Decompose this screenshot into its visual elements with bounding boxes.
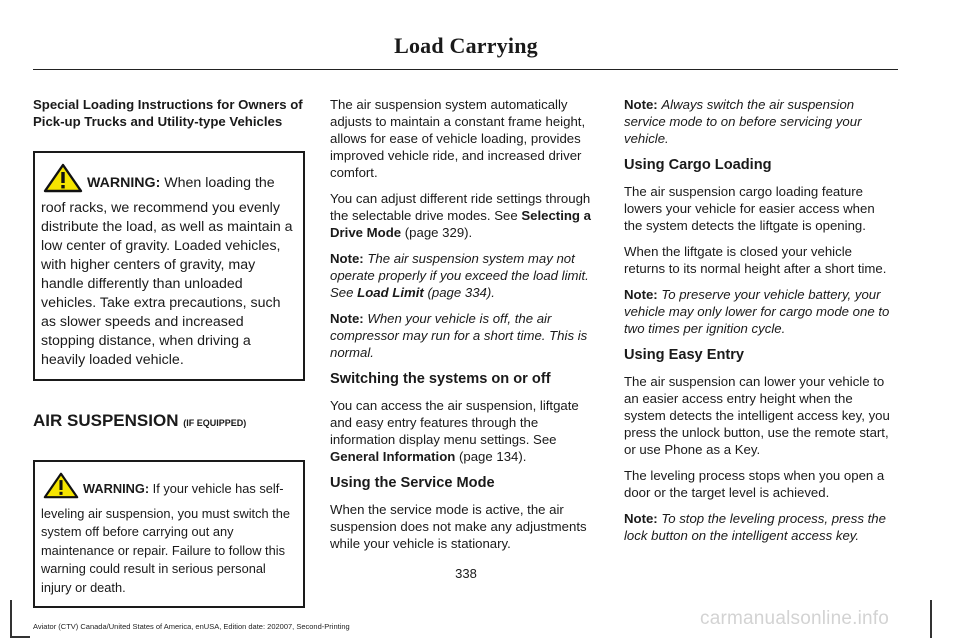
paragraph: When the liftgate is closed your vehicle returns to its normal height after a short time. <box>624 244 887 276</box>
note-text: To preserve your vehicle battery, your vehicle may only lower for cargo mode one to two times per ignition cycle. <box>624 287 890 336</box>
page-number: 338 <box>455 566 477 581</box>
column-middle <box>330 96 602 561</box>
special-loading-subheading: Special Loading Instructions for Owners of Pick-up Trucks and Utility-type Vehicles <box>33 97 303 129</box>
header-divider <box>33 69 898 70</box>
heading-switching-systems: Switching the systems on or off <box>330 371 551 387</box>
paragraph: When the service mode is active, the air suspension does not make any adjustments while your vehicle is stationary. <box>330 502 587 551</box>
note-text: When your vehicle is off, the air compressor may run for a short time. This is normal. <box>330 311 588 360</box>
note-label: Note: <box>330 311 364 326</box>
paragraph-text: You can access the air suspension, liftgate and easy entry features through the information display menu settings. See <box>330 398 579 447</box>
warning-triangle-icon <box>43 472 79 505</box>
note <box>624 510 896 544</box>
crop-mark <box>930 600 932 638</box>
page-title: Load Carrying <box>394 33 538 58</box>
paragraph: The leveling process stops when you open a door or the target level is achieved. <box>624 468 885 500</box>
warning-box-roof-racks <box>33 151 305 381</box>
warning-text: When loading the roof racks, we recommend you evenly distribute the load, as well as maintain a low center of gravity. Loaded vehicles, with higher centers of gravity, may handle differently than unloaded vehicles. Take extra precautions, such as slower speeds and increased stopping distance, when driving a heavily loaded vehicle. <box>41 175 293 368</box>
note-label: Note: <box>624 511 658 526</box>
column-right <box>624 96 896 553</box>
column-left <box>33 96 305 608</box>
watermark: carmanualsonline.info <box>700 608 890 629</box>
paragraph <box>330 190 602 241</box>
section-heading-text: AIR SUSPENSION <box>33 411 179 430</box>
note <box>624 286 896 337</box>
crop-mark <box>10 636 30 638</box>
note <box>624 96 896 147</box>
cross-reference-link[interactable]: Load Limit <box>357 285 424 300</box>
crop-mark <box>10 600 12 638</box>
warning-triangle-icon <box>43 163 83 199</box>
warning-label: WARNING: <box>87 175 161 191</box>
warning-label: WARNING: <box>83 481 150 496</box>
note-label: Note: <box>330 251 364 266</box>
page-reference: (page 134). <box>455 449 527 464</box>
cross-reference-link[interactable]: General Information <box>330 449 456 464</box>
edition-footer: Aviator (CTV) Canada/United States of America, enUSA, Edition date: 202007, Second-Printing <box>33 622 350 631</box>
heading-cargo-loading: Using Cargo Loading <box>624 157 772 173</box>
paragraph-text: You can adjust different ride settings through the selectable drive modes. See <box>330 191 591 223</box>
page-reference: (page 334). <box>423 285 495 300</box>
note <box>330 310 602 361</box>
warning-text: If your vehicle has self-leveling air suspension, you must switch the system off before carrying out any maintenance or repair. Failure to follow this warning could result in serious personal injury or death. <box>41 481 290 595</box>
paragraph <box>330 397 602 465</box>
note-text: Always switch the air suspension service mode to on before servicing your vehicle. <box>624 97 862 146</box>
heading-easy-entry: Using Easy Entry <box>624 347 745 363</box>
note <box>330 250 602 301</box>
heading-service-mode: Using the Service Mode <box>330 475 495 491</box>
section-heading-air-suspension <box>33 411 305 433</box>
note-text: The air suspension system may not operate properly if you exceed the load limit. See <box>330 251 589 300</box>
paragraph: The air suspension can lower your vehicle to an easier access entry height when the system detects the intelligent access key, you press the unlock button, use the remote start, or use Phone as a Key. <box>624 374 890 457</box>
paragraph: The air suspension system automatically adjusts to maintain a constant frame height, allows for ease of vehicle loading, provides improved vehicle ride, and increased driver comfort. <box>330 97 586 180</box>
note-label: Note: <box>624 287 658 302</box>
warning-box-air-suspension <box>33 460 305 608</box>
cross-reference-link[interactable]: Selecting a Drive Mode <box>330 208 591 240</box>
section-heading-suffix: (IF EQUIPPED) <box>183 418 247 428</box>
page-reference: (page 329). <box>401 225 473 240</box>
note-label: Note: <box>624 97 658 112</box>
paragraph: The air suspension cargo loading feature lowers your vehicle for easier access when the system detects the liftgate is opening. <box>624 184 875 233</box>
note-text: To stop the leveling process, press the lock button on the intelligent access key. <box>624 511 886 543</box>
